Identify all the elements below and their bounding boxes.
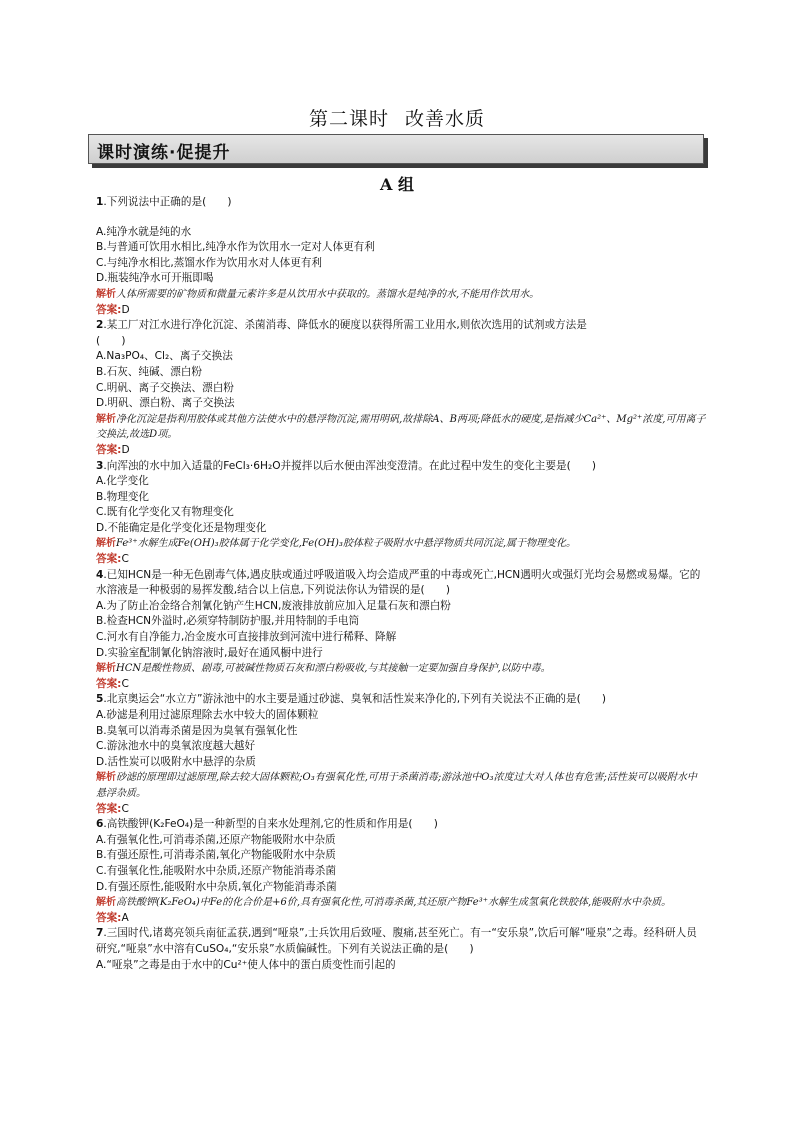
question-text: .已知HCN是一种无色剧毒气体,遇皮肤或通过呼吸道吸入均会造成严重的中毒或死亡,HCN遇明火或强灯光均会易燃或易爆。它的水溶液是一种极弱的易挥发酸,结合以上信息,下列说法你认为错误的是( ) bbox=[96, 568, 701, 597]
question-stem-cont: ( ) bbox=[96, 334, 126, 347]
question-number: 1 bbox=[96, 196, 104, 208]
question-text: .某工厂对江水进行净化沉淀、杀菌消毒、降低水的硬度以获得所需工业用水,则依次选用的试剂或方法是 bbox=[103, 319, 587, 332]
option-item: D.有强还原性,能吸附水中杂质,氧化产物能消毒杀菌 bbox=[96, 880, 337, 893]
option-item: A.砂滤是利用过滤原理除去水中较大的固体颗粒 bbox=[96, 709, 319, 721]
question-number: 5 bbox=[96, 693, 104, 706]
question-text: .三国时代,诸葛亮领兵南征孟获,遇到“哑泉”,士兵饮用后致哑、腹痛,甚至死亡。有一“安乐泉”,饮后可解“哑泉”之毒。经科研人员研究,“哑泉”水中溶有CuSO₄,“安乐泉”水质偏碱性。下列有关说法正确的是( ) bbox=[96, 927, 697, 955]
answer-value: D bbox=[121, 443, 130, 456]
answer bbox=[96, 802, 706, 818]
option-item: A.“哑泉”之毒是由于水中的Cu²⁺使人体中的蛋白质变性而引起的 bbox=[96, 958, 396, 971]
question-item bbox=[96, 926, 706, 973]
banner-text: 课时演练·促提升 bbox=[97, 143, 231, 163]
question-item bbox=[96, 568, 706, 693]
option-item: C.与纯净水相比,蒸馏水作为饮用水对人体更有利 bbox=[96, 256, 323, 269]
question-item bbox=[96, 318, 706, 458]
explanation-text: HCN是酸性物质、剧毒,可被碱性物质石灰和漂白粉吸收,与其接触一定要加强自身保护,以防中毒。 bbox=[116, 663, 551, 675]
option-item: A.纯净水就是纯的水 bbox=[96, 225, 192, 238]
explanation bbox=[96, 661, 706, 677]
explanation-text: 高铁酸钾(K₂FeO₄)中Fe的化合价是+6价,具有强氧化性,可消毒杀菌,其还原产物Fe³⁺水解生成氢氧化铁胶体,能吸附水中杂质。 bbox=[116, 897, 672, 909]
explanation-text: 人体所需要的矿物质和微量元素许多是从饮用水中获取的。蒸馏水是纯净的水,不能用作饮用水。 bbox=[116, 288, 540, 300]
answer-value: C bbox=[121, 553, 129, 566]
option-item: A.为了防止冶金络合剂氰化钠产生HCN,废液排放前应加入足量石灰和漂白粉 bbox=[96, 599, 451, 612]
option-item: D.明矾、漂白粉、离子交换法 bbox=[96, 397, 235, 410]
question-stem bbox=[96, 817, 706, 833]
page-title bbox=[0, 104, 794, 131]
option-item: C.游泳池水中的臭氧浓度越大越好 bbox=[96, 740, 256, 753]
option-item: B.臭氧可以消毒杀菌是因为臭氧有强氧化性 bbox=[96, 724, 298, 737]
answer bbox=[96, 552, 706, 568]
title-part1: 第二课时 bbox=[308, 108, 389, 130]
explanation bbox=[96, 770, 706, 801]
question-item bbox=[96, 692, 706, 817]
question-stem bbox=[96, 568, 706, 599]
option-item: C.既有化学变化又有物理变化 bbox=[96, 506, 234, 519]
option-item: A.Na₃PO₄、Cl₂、离子交换法 bbox=[96, 350, 233, 363]
option-item: C.河水有自净能力,冶金废水可直接排放到河流中进行稀释、降解 bbox=[96, 631, 397, 644]
explanation-label: 解析 bbox=[96, 288, 116, 300]
answer bbox=[96, 443, 706, 459]
explanation-text: Fe³⁺水解生成Fe(OH)₃胶体属于化学变化,Fe(OH)₃胶体粒子吸附水中悬浮物质共同沉淀,属于物理变化。 bbox=[116, 538, 577, 550]
question-stem bbox=[96, 318, 706, 334]
question-text: .下列说法中正确的是( ) bbox=[103, 196, 232, 208]
answer bbox=[96, 677, 706, 693]
question-stem bbox=[96, 926, 706, 957]
question-item bbox=[96, 817, 706, 926]
question-text: .向浑浊的水中加入适量的FeCl₃·6H₂O并搅拌以后水便由浑浊变澄清。在此过程中发生的变化主要是( ) bbox=[103, 459, 597, 472]
explanation-text: 砂滤的原理即过滤原理,除去较大固体颗粒;O₃有强氧化性,可用于杀菌消毒;游泳池中O₃浓度过大对人体也有危害;活性炭可以吸附水中悬浮杂质。 bbox=[96, 772, 697, 799]
answer-value: C bbox=[121, 802, 129, 815]
question-number: 2 bbox=[96, 319, 104, 332]
option-item: A.有强氧化性,可消毒杀菌,还原产物能吸附水中杂质 bbox=[96, 833, 336, 846]
explanation-text: 净化沉淀是指利用胶体或其他方法使水中的悬浮物沉淀,需用明矾,故排除A、B两项;降低水的硬度,是指减少Ca²⁺、Mg²⁺浓度,可用离子交换法,故选D项。 bbox=[96, 413, 706, 441]
answer bbox=[96, 911, 706, 927]
option-item: A.化学变化 bbox=[96, 475, 149, 488]
group-heading: A 组 bbox=[380, 175, 414, 194]
question-number: 6 bbox=[96, 818, 104, 831]
option-item: B.石灰、纯碱、漂白粉 bbox=[96, 365, 202, 378]
answer-label: 答案: bbox=[96, 443, 122, 456]
answer-label: 答案: bbox=[96, 677, 122, 690]
option-item: B.有强还原性,可消毒杀菌,氧化产物能吸附水中杂质 bbox=[96, 849, 336, 862]
explanation-label: 解析 bbox=[96, 897, 116, 909]
answer-value: C bbox=[121, 677, 129, 690]
answer bbox=[96, 303, 706, 319]
question-stem bbox=[96, 459, 706, 475]
option-item: D.瓶装纯净水可开瓶即喝 bbox=[96, 272, 214, 285]
answer-label: 答案: bbox=[96, 553, 122, 566]
explanation bbox=[96, 536, 706, 552]
option-item: B.物理变化 bbox=[96, 490, 150, 503]
question-item bbox=[96, 459, 706, 568]
answer-value: D bbox=[121, 303, 130, 316]
option-item: C.明矾、离子交换法、漂白粉 bbox=[96, 381, 234, 394]
question-number: 4 bbox=[96, 568, 104, 581]
section-banner bbox=[88, 134, 704, 164]
question-number: 3 bbox=[96, 459, 104, 472]
blank-gap bbox=[96, 211, 706, 225]
question-list bbox=[96, 195, 706, 973]
question-text: .高铁酸钾(K₂FeO₄)是一种新型的自来水处理剂,它的性质和作用是( ) bbox=[103, 818, 438, 831]
option-item: B.检查HCN外溢时,必须穿特制防护服,并用特制的手电筒 bbox=[96, 615, 360, 628]
explanation bbox=[96, 895, 706, 911]
question-stem bbox=[96, 692, 706, 708]
option-item: B.与普通可饮用水相比,纯净水作为饮用水一定对人体更有利 bbox=[96, 241, 375, 254]
explanation-label: 解析 bbox=[96, 538, 116, 550]
explanation-label: 解析 bbox=[96, 772, 116, 784]
question-number: 7 bbox=[96, 927, 104, 940]
explanation-label: 解析 bbox=[96, 413, 116, 425]
option-item: D.实验室配制氰化钠溶液时,最好在通风橱中进行 bbox=[96, 646, 323, 659]
answer-value: A bbox=[121, 911, 129, 924]
answer-label: 答案: bbox=[96, 303, 122, 316]
option-item: D.活性炭可以吸附水中悬浮的杂质 bbox=[96, 755, 256, 768]
question-item bbox=[96, 195, 706, 318]
explanation bbox=[96, 412, 706, 443]
answer-label: 答案: bbox=[96, 911, 122, 924]
option-item: C.有强氧化性,能吸附水中杂质,还原产物能消毒杀菌 bbox=[96, 864, 336, 877]
title-part2: 改善水质 bbox=[405, 108, 486, 130]
option-item: D.不能确定是化学变化还是物理变化 bbox=[96, 521, 267, 534]
question-stem bbox=[96, 195, 706, 211]
explanation bbox=[96, 287, 706, 303]
question-text: .北京奥运会“水立方”游泳池中的水主要是通过砂滤、臭氧和活性炭来净化的,下列有关说法不正确的是( ) bbox=[103, 693, 607, 706]
explanation-label: 解析 bbox=[96, 663, 116, 675]
answer-label: 答案: bbox=[96, 802, 122, 815]
